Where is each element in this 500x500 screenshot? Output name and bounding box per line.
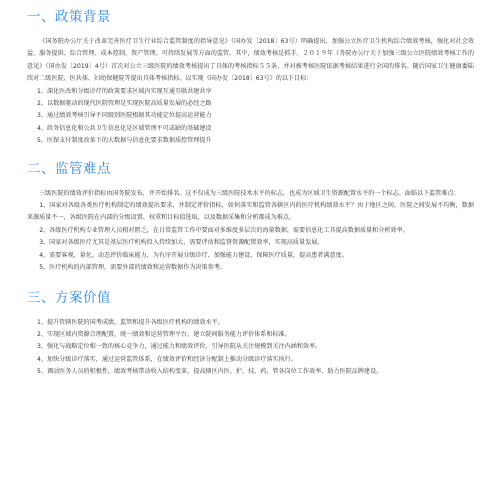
section-policy-background [27,8,474,148]
policy-goals-list [27,86,474,148]
section-title-policy: 一、政策背景 [27,9,111,25]
difficulty-item: 5、医疗机构的内部管理，需要外部的绩效和运营数据作为决策参考。 [39,264,226,272]
difficulty-item: 2、各级医疗机构专业管理人员相对匮乏，在日常监管工作中要面对多维度多层次的海量数据，需要信息化工具提高数据质量和分析效率。 [39,226,409,234]
list-item: 3、强化与战略定位相一致的核心竞争力，通过能力和绩效评价，引导医院从关注规模到关注内涵和效率。 [37,343,322,351]
list-item: 3、通过绩效考核引导不同级别医院根据其功能定位提高运营能力 [37,112,212,120]
value-list [27,317,474,379]
list-item: 4、政务信息化和公共卫生信息化是区域管理不可或缺的基础建设 [37,124,212,132]
difficulty-item: 1、国家对各级各类医疗机构制定的绩效提出要求，并制定评价指标，如何落实和监管各辖区内的医疗机构绩效水平？由于地区之间、医院之间发展不均衡，数据来源质量不一，各级医院在内部的分级设置、权重和目标值选取，以及数据采集和分析都成为难点。 [27,202,474,222]
list-item: 4、加快分级诊疗落实，通过运营监管体系，在绩效评价和经济分配制上推动分级诊疗落实执行。 [37,355,297,363]
section-solution-value [27,289,474,379]
list-item: 2、以数据驱动的现代医院管理是实现医院高质量发展的必经之路 [37,100,212,108]
list-item: 5、医保支付制度改革下的大数据与信息化要求数据质控管理提升 [37,137,212,145]
difficulty-item: 3、国家对各级医疗尤其是基层医疗机构投入持续加大，需要评估和监督资源配置效率，实现高质量发展。 [39,239,324,247]
section-title-value: 三、方案价值 [27,289,111,306]
section-title-difficulty: 二、监管难点 [27,160,111,177]
difficulty-item: 4、需要客观、量化、动态评价临床能力，为有序开展分级诊疗、加强能力建设，保障医疗质量，提高患者满意度。 [39,251,348,259]
difficulty-intro: 三级医院的绩效评价指标由国务院发布，并开始排名。这不仅成为三级医院技术水平的标志，也成为区域卫生资源配置水平的一个标志。面临以下监管难点： [39,189,460,197]
list-item: 2、实现区域内资源合理配置，统一绩效和运营管理平台，建立院间服务能力评价体系和标准。 [37,330,291,338]
list-item: 5、调动医务人员的积极性，绩效考核带动收入结构变革，提高辖区内医、护、技、药、管各岗位工作效率，助力医院品牌建设。 [37,368,383,376]
list-item: 1、提升管辖医院的国考成绩，监管和提升各级医疗机构的绩效水平。 [37,318,224,326]
policy-paragraph: 《国务院办公厅关于改革完善医疗卫生行业综合监管制度的指导意见》（国办发〔2018〕63号）明确提出，加强公立医疗卫生机构综合绩效考核，强化对社会效益、服务提供、综合管理、成本控制、资产管理、可持续发展等方面的监管。其中，绩效考核是抓手。２０１９年《务院办公厅关于加强三级公立医院绩效考核工作的意见》（国办发〔2019〕4号）首次对公立三级医院的绩效考核提出了具体的考核指标５５条，并对被考核医院依据考核结果进行全国的排名。随后国家卫生健康委陆续对二级医院、医共体、妇幼保健院等提出具体考核指标。以实现《国办发〔2018〕63号》的以下目标： [27,38,474,83]
list-item: 1、深化医改和分级诊疗的政策要求区域内实现互通互联共建共享 [37,87,212,95]
section-supervision-difficulties [27,160,474,275]
